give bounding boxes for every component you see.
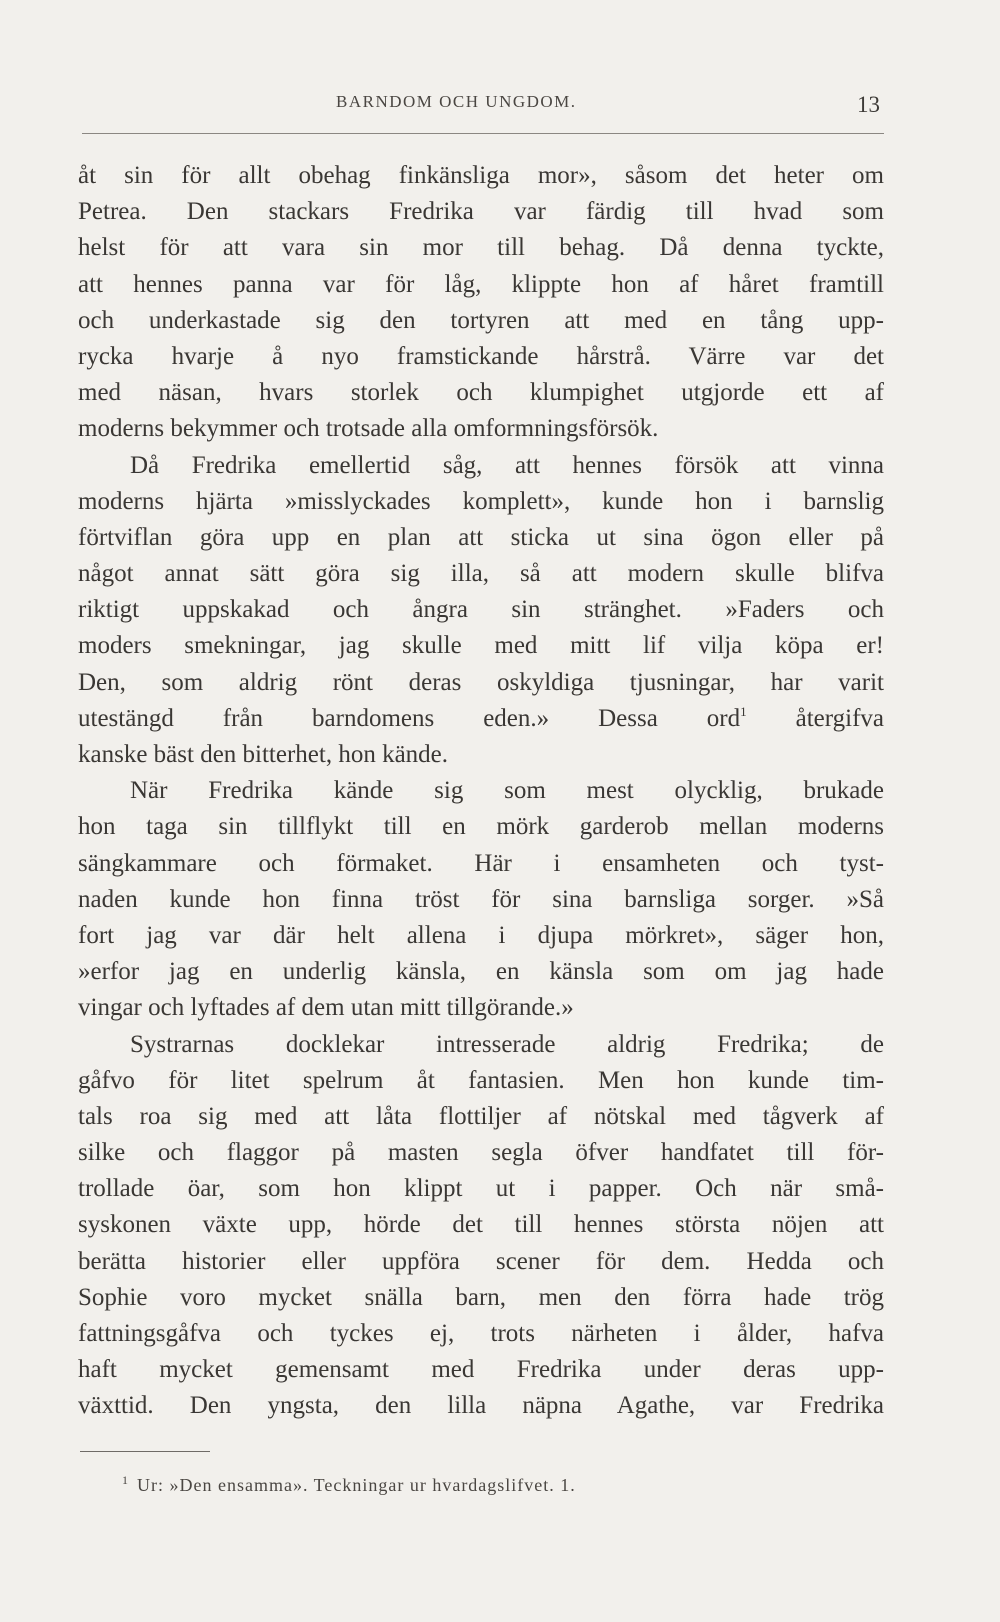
text-line: fattningsgåfva och tyckes ej, trots närheten i ålder, hafva: [78, 1320, 884, 1347]
text-line: fort jag var där helt allena i djupa mörkret», säger hon,: [78, 921, 884, 949]
text-line-segment: utestängd från barndomens eden.» Dessa ord: [78, 704, 741, 732]
text-line: växttid. Den yngsta, den lilla näpna Agathe, var Fredrika: [78, 1392, 884, 1420]
text-line: vingar och lyftades af dem utan mitt tillgörande.»: [78, 994, 574, 1022]
footnote-text: Ur: »Den ensamma». Teckningar ur hvardagslifvet. 1.: [137, 1475, 576, 1495]
text-line: gåfvo för litet spelrum åt fantasien. Men hon kunde tim-: [78, 1066, 884, 1094]
running-head: [0, 92, 1000, 122]
text-line: syskonen växte upp, hörde det till hennes största nöjen att: [78, 1211, 884, 1239]
text-line: naden kunde hon finna tröst för sina barnsliga sorger. »Så: [78, 885, 884, 913]
footnote-reference: 1: [740, 703, 747, 719]
text-line: silke och flaggor på masten segla öfver handfatet till för-: [78, 1139, 884, 1167]
text-line: haft mycket gemensamt med Fredrika under deras upp-: [78, 1356, 884, 1384]
text-line: förtviflan göra upp en plan att sticka ut sina ögon eller på: [78, 523, 884, 551]
footnote-marker: 1: [122, 1473, 129, 1487]
footnote-rule: [80, 1451, 210, 1452]
body-text: [78, 158, 884, 1425]
text-line-segment: återgifva: [795, 704, 884, 732]
text-line: moders smekningar, jag skulle med mitt lif vilja köpa er!: [78, 632, 884, 660]
text-line: att hennes panna var för låg, klippte hon af håret framtill: [78, 270, 884, 298]
text-line: Då Fredrika emellertid såg, att hennes försök att vinna: [130, 451, 884, 479]
text-line: trollade öar, som hon klippt ut i papper. Och när små-: [78, 1175, 884, 1203]
header-rule: [82, 133, 884, 134]
text-line: Petrea. Den stackars Fredrika var färdig till hvad som: [78, 198, 884, 226]
text-line: Systrarnas docklekar intresserade aldrig Fredrika; de: [130, 1030, 884, 1058]
text-line: helst för att vara sin mor till behag. Då denna tyckte,: [78, 234, 884, 262]
text-line: kanske bäst den bitterhet, hon kände.: [78, 741, 449, 768]
text-line: rycka hvarje å nyo framstickande hårstrå. Värre var det: [78, 342, 884, 370]
text-line: berätta historier eller uppföra scener för dem. Hedda och: [78, 1247, 884, 1275]
text-line: tals roa sig med att låta flottiljer af nötskal med tågverk af: [78, 1102, 884, 1130]
text-line: Sophie voro mycket snälla barn, men den förra hade trög: [78, 1283, 884, 1311]
text-line: hon taga sin tillflykt till en mörk garderob mellan moderns: [78, 813, 884, 841]
text-line: och underkastade sig den tortyren att med en tång upp-: [78, 306, 884, 334]
text-line: med näsan, hvars storlek och klumpighet utgjorde ett af: [78, 379, 884, 407]
page-number: 13: [857, 92, 880, 117]
text-line: något annat sätt göra sig illa, så att modern skulle blifva: [78, 560, 884, 588]
text-line: moderns bekymmer och trotsade alla omformningsförsök.: [78, 415, 659, 443]
text-line: moderns hjärta »misslyckades komplett», kunde hon i barnslig: [78, 487, 884, 515]
text-line: sängkammare och förmaket. Här i ensamheten och tyst-: [78, 849, 884, 877]
text-line: »erfor jag en underlig känsla, en känsla som om jag hade: [78, 958, 884, 986]
text-line: åt sin för allt obehag finkänsliga mor», såsom det heter om: [78, 162, 884, 189]
text-line: När Fredrika kände sig som mest olycklig, brukade: [130, 777, 884, 805]
footnote: [122, 1475, 576, 1496]
text-line: Den, som aldrig rönt deras oskyldiga tjusningar, har varit: [78, 668, 884, 696]
running-title: BARNDOM OCH UNGDOM.: [336, 92, 577, 111]
text-line-with-footnote-ref: [78, 701, 884, 737]
text-line: riktigt uppskakad och ångra sin stränghet. »Faders och: [78, 596, 884, 624]
